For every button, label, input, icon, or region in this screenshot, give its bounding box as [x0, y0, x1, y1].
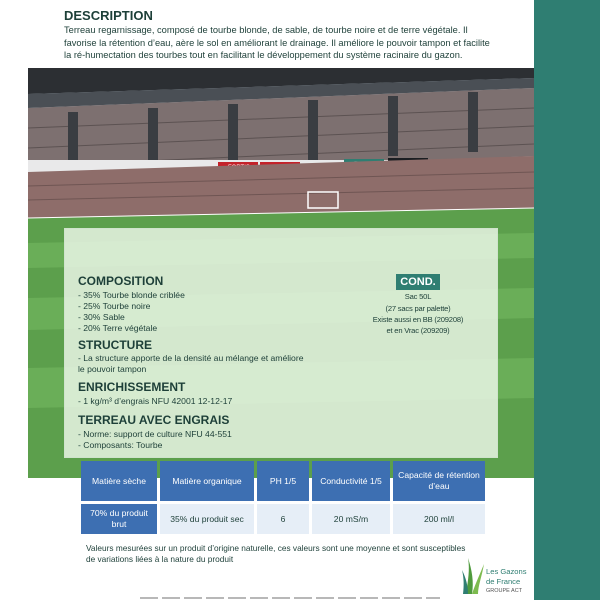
- structure-title: STRUCTURE: [78, 338, 152, 352]
- composition-title: COMPOSITION: [78, 274, 164, 288]
- composition-item: - 35% Tourbe blonde criblée: [78, 290, 185, 300]
- composition-item: - 20% Terre végétale: [78, 323, 158, 333]
- table-row: [81, 504, 485, 534]
- enrichissement-title: ENRICHISSEMENT: [78, 380, 186, 394]
- logo-text-line1: Les Gazons: [486, 567, 527, 576]
- cond-line: (27 sacs par palette): [385, 304, 451, 313]
- logo-text-line2: de France: [486, 577, 521, 586]
- cell-matiere-organique: 35% du produit sec: [160, 504, 254, 534]
- cond-badge: COND.: [396, 274, 440, 290]
- cell-ph: 6: [257, 504, 309, 534]
- footnote: Valeurs mesurées sur un produit d’origine naturelle, ces valeurs sont une moyenne et sont susceptibles de variations liées à la nature du produit: [86, 543, 466, 564]
- cell-conductivite: 20 mS/m: [312, 504, 390, 534]
- terreau-title: TERREAU AVEC ENGRAIS: [78, 413, 230, 427]
- enrichissement-line: - 1 kg/m³ d’engrais NFU 42001 12-12-17: [78, 396, 233, 406]
- cond-line: et en Vrac (209209): [386, 326, 450, 335]
- header-matiere-seche: Matière sèche: [81, 461, 157, 501]
- structure-line: - La structure apporte de la densité au mélange et améliore: [78, 353, 304, 363]
- cond-line: Sac 50L: [404, 292, 432, 301]
- logo-text-line3: GROUPE ACT: [486, 588, 523, 594]
- bottom-rule: [140, 597, 440, 599]
- specs-table: [78, 458, 488, 537]
- header-ph: PH 1/5: [257, 461, 309, 501]
- header-retention: Capacité de rétention d’eau: [393, 461, 485, 501]
- description-text: Terreau regarnissage, composé de tourbe blonde, de sable, de tourbe noire et de terre végétale. Il favorise la rétention d’eau, aère le sol en améliorant le drainage. Il améliore le pouvoir tampon et facilite la ré-humectation des tourbes tout en facilitant le développement du système racinaire du gazon.: [64, 25, 490, 60]
- right-accent-stripe: [534, 0, 600, 600]
- cell-retention: 200 ml/l: [393, 504, 485, 534]
- header-conductivite: Conductivité 1/5: [312, 461, 390, 501]
- composition-item: - 30% Sable: [78, 312, 125, 322]
- header-matiere-organique: Matière organique: [160, 461, 254, 501]
- table-header-row: [81, 461, 485, 501]
- terreau-line: - Composants: Tourbe: [78, 440, 163, 450]
- cond-line: Existe aussi en BB (209208): [372, 315, 464, 324]
- structure-line: le pouvoir tampon: [78, 364, 147, 374]
- composition-item: - 25% Tourbe noire: [78, 301, 151, 311]
- description-title: DESCRIPTION: [64, 8, 153, 23]
- terreau-line: - Norme: support de culture NFU 44-551: [78, 429, 232, 439]
- cell-matiere-seche: 70% du produit brut: [81, 504, 157, 534]
